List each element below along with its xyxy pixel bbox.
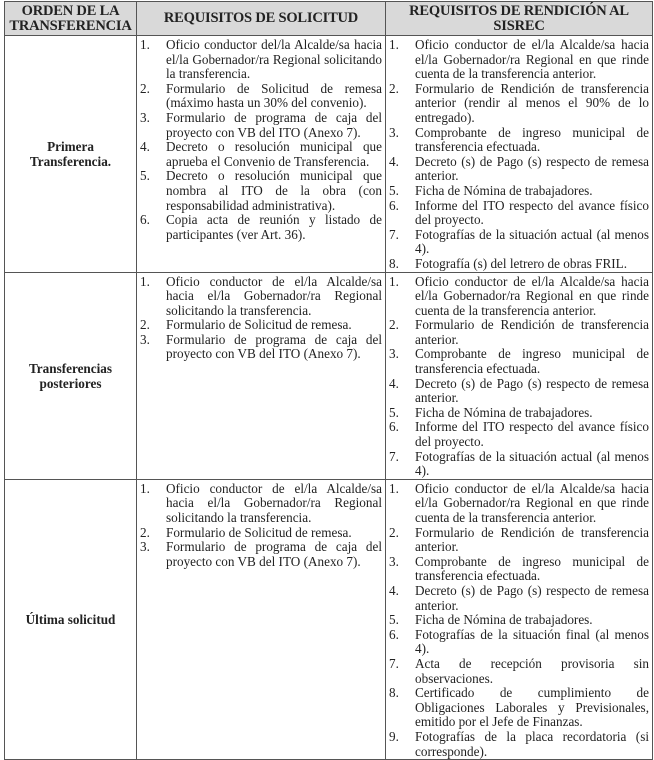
rendicion-cell [386, 36, 653, 273]
item-number: 7. [389, 655, 399, 671]
requirements-table [4, 1, 653, 760]
list-item [140, 111, 382, 140]
rendicion-list [389, 38, 649, 272]
order-cell: Última solicitud [5, 479, 137, 759]
item-text: Formulario de programa de caja del proyecto con VB del ITO (Anexo 7). [166, 109, 382, 140]
list-item [389, 199, 649, 228]
list-item [389, 526, 649, 555]
item-text: Oficio conductor del/la Alcalde/sa hacia el/la Gobernador/ra Regional solicitando la transferencia. [166, 37, 382, 82]
item-number: 4. [389, 153, 399, 169]
item-text: Ficha de Nómina de trabajadores. [415, 612, 593, 628]
item-text: Fotografías de la situación actual (al menos 4). [415, 448, 649, 479]
item-text: Informe del ITO respecto del avance físico del proyecto. [415, 419, 649, 450]
list-item [389, 628, 649, 657]
rendicion-list [389, 482, 649, 759]
item-number: 2. [140, 524, 150, 540]
list-item [389, 38, 649, 82]
solicitud-cell [137, 36, 386, 273]
item-text: Fotografías de la placa recordatoria (si corresponde). [415, 728, 649, 759]
solicitud-list [140, 275, 382, 363]
item-number: 1. [140, 273, 150, 289]
item-text: Formulario de Solicitud de remesa (máximo hasta un 30% del convenio). [166, 80, 382, 111]
item-text: Formulario de Rendición de transferencia anterior. [415, 524, 649, 555]
list-item [389, 275, 649, 319]
table-row [5, 36, 653, 273]
list-item [389, 257, 649, 272]
list-item [389, 657, 649, 686]
list-item [389, 555, 649, 584]
item-number: 5. [389, 612, 399, 628]
list-item [389, 184, 649, 199]
item-text: Oficio conductor de el/la Alcalde/sa hacia el/la Gobernador/ra Regional solicitando la transferencia. [166, 480, 382, 525]
list-item [140, 526, 382, 541]
item-text: Oficio conductor de el/la Alcalde/sa hacia el/la Gobernador/ra Regional solicitando la transferencia. [166, 273, 382, 318]
item-number: 8. [389, 255, 399, 271]
item-number: 3. [140, 109, 150, 125]
item-number: 3. [140, 331, 150, 347]
list-item [389, 155, 649, 184]
item-number: 2. [389, 317, 399, 333]
item-text: Certificado de cumplimiento de Obligaciones Laborales y Previsionales, emitido por el Jefe de Finanzas. [415, 685, 649, 730]
item-text: Acta de recepción provisoria sin observaciones. [415, 655, 649, 686]
item-text: Comprobante de ingreso municipal de transferencia efectuada. [415, 346, 649, 377]
list-item [389, 613, 649, 628]
item-text: Formulario de Rendición de transferencia anterior (rendir al menos el 90% de lo entregado). [415, 80, 649, 125]
item-number: 6. [389, 419, 399, 435]
list-item [140, 540, 382, 569]
list-item [389, 377, 649, 406]
list-item [389, 482, 649, 526]
item-text: Formulario de programa de caja del proyecto con VB del ITO (Anexo 7). [166, 331, 382, 362]
item-number: 6. [389, 626, 399, 642]
rendicion-cell [386, 479, 653, 759]
item-text: Formulario de Solicitud de remesa. [166, 317, 352, 333]
order-cell: Transferencias posteriores [5, 272, 137, 479]
item-number: 2. [389, 80, 399, 96]
item-number: 6. [389, 197, 399, 213]
list-item [140, 213, 382, 242]
list-item [140, 169, 382, 213]
solicitud-cell [137, 272, 386, 479]
item-text: Ficha de Nómina de trabajadores. [415, 404, 593, 420]
list-item [140, 482, 382, 526]
item-text: Fotografías de la situación final (al menos 4). [415, 626, 649, 657]
list-item [140, 140, 382, 169]
item-text: Fotografías de la situación actual (al menos 4). [415, 226, 649, 257]
item-number: 7. [389, 226, 399, 242]
item-number: 1. [389, 480, 399, 496]
rendicion-cell [386, 272, 653, 479]
list-item [140, 82, 382, 111]
list-item [389, 318, 649, 347]
item-text: Decreto (s) de Pago (s) respecto de remesa anterior. [415, 375, 649, 406]
item-number: 8. [389, 685, 399, 701]
item-text: Formulario de programa de caja del proyecto con VB del ITO (Anexo 7). [166, 539, 382, 569]
solicitud-list [140, 482, 382, 570]
item-number: 3. [389, 346, 399, 362]
item-number: 3. [389, 124, 399, 140]
list-item [389, 126, 649, 155]
item-text: Informe del ITO respecto del avance físico del proyecto. [415, 197, 649, 228]
solicitud-list [140, 38, 382, 242]
header-solicitud: REQUISITOS DE SOLICITUD [137, 2, 386, 36]
item-number: 5. [389, 404, 399, 420]
list-item [140, 333, 382, 362]
table-row [5, 272, 653, 479]
item-text: Decreto (s) de Pago (s) respecto de remesa anterior. [415, 153, 649, 184]
list-item [389, 450, 649, 479]
list-item [389, 406, 649, 421]
item-number: 2. [140, 317, 150, 333]
table-row [5, 479, 653, 759]
item-text: Decreto o resolución municipal que nombra al ITO de la obra (con responsabilidad administrativa). [166, 168, 382, 213]
rendicion-list [389, 275, 649, 479]
item-number: 1. [389, 37, 399, 52]
item-number: 4. [140, 139, 150, 155]
item-text: Comprobante de ingreso municipal de transferencia efectuada. [415, 553, 649, 584]
item-number: 9. [389, 728, 399, 744]
list-item [140, 275, 382, 319]
header-orden: ORDEN DE LA TRANSFERENCIA [5, 2, 137, 36]
item-text: Fotografía (s) del letrero de obras FRIL. [415, 255, 628, 271]
list-item [389, 347, 649, 376]
item-text: Decreto (s) de Pago (s) respecto de remesa anterior. [415, 582, 649, 613]
header-row [5, 2, 653, 36]
list-item [389, 82, 649, 126]
order-cell: Primera Transferencia. [5, 36, 137, 273]
item-text: Oficio conductor de el/la Alcalde/sa hacia el/la Gobernador/ra Regional en que rinde cuenta de la transferencia anterior. [415, 480, 649, 525]
item-number: 3. [140, 539, 150, 555]
item-text: Formulario de Solicitud de remesa. [166, 524, 352, 540]
item-number: 5. [140, 168, 150, 184]
item-number: 5. [389, 182, 399, 198]
item-number: 7. [389, 448, 399, 464]
item-text: Oficio conductor de el/la Alcalde/sa hacia el/la Gobernador/ra Regional en que rinde cuenta de la transferencia anterior. [415, 273, 649, 318]
item-number: 1. [389, 273, 399, 289]
item-text: Oficio conductor de el/la Alcalde/sa hacia el/la Gobernador/ra Regional en que rinde cuenta de la transferencia anterior. [415, 37, 649, 82]
item-number: 2. [140, 80, 150, 96]
item-text: Ficha de Nómina de trabajadores. [415, 182, 593, 198]
solicitud-cell [137, 479, 386, 759]
item-number: 3. [389, 553, 399, 569]
item-number: 6. [140, 212, 150, 228]
list-item [389, 584, 649, 613]
item-number: 2. [389, 524, 399, 540]
list-item [389, 730, 649, 759]
list-item [389, 420, 649, 449]
item-number: 1. [140, 480, 150, 496]
header-rendicion: REQUISITOS DE RENDICIÓN AL SISREC [386, 2, 653, 36]
list-item [389, 228, 649, 257]
item-text: Formulario de Rendición de transferencia anterior. [415, 317, 649, 347]
item-text: Decreto o resolución municipal que aprueba el Convenio de Transferencia. [166, 139, 382, 169]
item-number: 4. [389, 582, 399, 598]
item-number: 4. [389, 375, 399, 391]
list-item [389, 686, 649, 730]
list-item [140, 38, 382, 82]
item-text: Comprobante de ingreso municipal de transferencia efectuada. [415, 124, 649, 155]
item-text: Copia acta de reunión y listado de participantes (ver Art. 36). [166, 212, 382, 242]
item-number: 1. [140, 37, 150, 52]
list-item [140, 318, 382, 333]
